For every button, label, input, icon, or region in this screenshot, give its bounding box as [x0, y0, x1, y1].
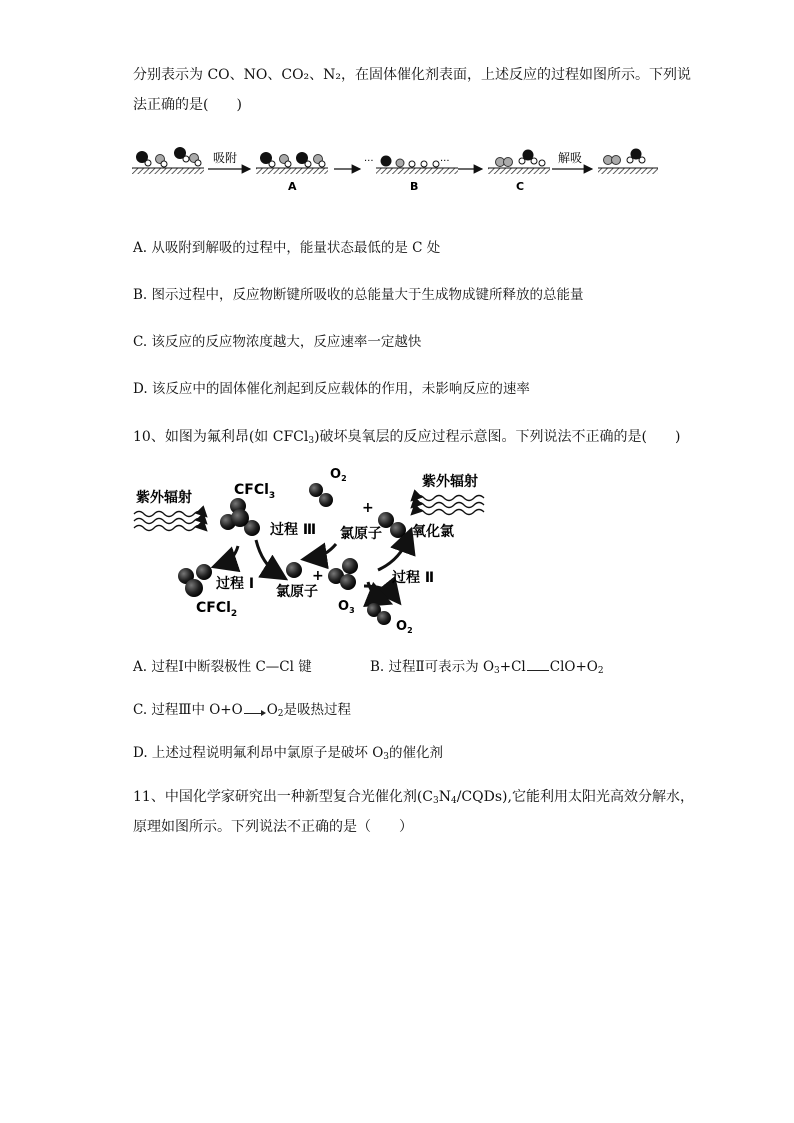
q10-option-c-post: 是吸热过程 — [283, 702, 351, 718]
uv-wave-left-icon — [134, 512, 204, 531]
q10-option-b-mid: +Cl — [499, 659, 526, 675]
dots-right: ··· — [440, 156, 450, 167]
chlorine-oxide-label: 氧化氯 — [412, 524, 454, 540]
molecules-initial — [136, 147, 201, 167]
q9-option-a: A. 从吸附到解吸的过程中，能量状态最低的是 C 处 — [133, 240, 441, 256]
cfcl3-molecule — [220, 498, 260, 536]
o3-molecule — [328, 558, 358, 590]
surface-a — [256, 168, 328, 174]
q10-option-c-pre: C. 过程Ⅲ中 O+O — [133, 702, 243, 718]
surface-final — [598, 168, 658, 174]
q10-option-d-pre: D. 上述过程说明氟利昂中氯原子是破坏 O — [133, 745, 384, 761]
stage-a-label: A — [288, 180, 297, 193]
uv-left-label: 紫外辐射 — [136, 490, 192, 506]
cl-atom-center — [286, 562, 302, 578]
molecules-c — [496, 150, 546, 167]
q9-intro-line1: 分别表示为 CO、NO、CO₂、N₂，在固体催化剂表面，上述反应的过程如图所示。下列说 — [133, 67, 692, 83]
atoms-b — [381, 156, 440, 168]
q10-option-b-pre: B. 过程Ⅱ可表示为 O — [370, 659, 495, 675]
o2-bottom-label: $O_2$ — [396, 619, 413, 635]
q9-option-c: C. 该反应的反应物浓度越大，反应速率一定越快 — [133, 334, 422, 350]
reaction-blank — [527, 660, 549, 671]
q10-stem-sub: 3 — [308, 436, 315, 446]
q11-line1-sub1: 3 — [433, 796, 439, 806]
cl-atom-bottom-label: 氯原子 — [276, 584, 318, 600]
surface-c — [488, 168, 550, 174]
q11-line2: 原理如图所示。下列说法不正确的是（ ） — [133, 819, 413, 835]
cl-atom-top-label: 氯原子 — [340, 526, 382, 542]
reaction-arrow-icon — [244, 704, 266, 714]
q10-option-c — [133, 701, 351, 723]
process-3-label: 过程 Ⅲ — [270, 522, 317, 538]
q11-line1-sub2: 4 — [450, 796, 457, 806]
process-1-label: 过程 Ⅰ — [216, 576, 255, 592]
q10-option-b — [370, 658, 604, 680]
o2-top-label: $O_2$ — [330, 467, 347, 483]
q10-stem-pre: 10、如图为氟利昂(如 CFCl — [133, 429, 309, 445]
o2-top-molecule — [309, 483, 333, 507]
ozone-destruction-diagram — [130, 462, 490, 638]
q10-option-a: A. 过程Ⅰ中断裂极性 C—Cl 键 — [133, 659, 312, 675]
adsorb-label: 吸附 — [213, 151, 238, 165]
surface-initial — [132, 168, 204, 174]
desorb-label: 解吸 — [558, 151, 583, 165]
q10-stem-post: )破坏臭氧层的反应过程示意图。下列说法不正确的是( ) — [314, 429, 681, 445]
catalysis-process-diagram — [128, 138, 668, 200]
q10-option-d-sub: 3 — [383, 752, 390, 762]
q10-stem — [133, 428, 680, 450]
q10-option-b-sub2: 2 — [597, 666, 604, 676]
uv-right-label: 紫外辐射 — [422, 474, 478, 490]
plus-center: + — [312, 568, 324, 584]
q10-option-b-post: ClO+O — [549, 659, 598, 675]
plus-top: + — [362, 500, 374, 516]
q11-line1-mid: N — [438, 789, 451, 805]
process-2-label: 过程 Ⅱ — [392, 570, 435, 586]
o3-label: $O_3$ — [338, 599, 355, 615]
cfcl2-molecule — [178, 564, 212, 597]
q10-option-c-sub: 2 — [277, 709, 284, 719]
q10-option-d-post: 的催化剂 — [389, 745, 444, 761]
molecules-a — [260, 152, 325, 167]
surface-b — [376, 168, 458, 174]
q10-option-d — [133, 744, 443, 766]
q11-line1-post: /CQDs),它能利用太阳光高效分解水， — [456, 789, 694, 805]
dots-left: ··· — [364, 156, 374, 167]
o2-bottom-molecule — [367, 603, 391, 625]
q10-option-b-sub1: 3 — [494, 666, 500, 676]
cfcl2-label: CFCl$_2$ — [196, 600, 238, 619]
q11-line1-pre: 11、中国化学家研究出一种新型复合光催化剂(C — [133, 789, 433, 805]
cfcl3-label: CFCl$_3$ — [234, 482, 276, 501]
q9-option-b: B. 图示过程中，反应物断键所吸收的总能量大于生成物成键所释放的总能量 — [133, 287, 584, 303]
stage-c-label: C — [516, 180, 525, 193]
q10-option-c-mid: O — [266, 702, 278, 718]
q9-intro-line2: 法正确的是( ) — [133, 97, 242, 113]
uv-wave-right-icon — [414, 496, 484, 515]
q9-option-d: D. 该反应中的固体催化剂起到反应载体的作用，未影响反应的速率 — [133, 381, 530, 397]
molecules-final — [604, 149, 646, 165]
stage-b-label: B — [410, 180, 419, 193]
clo-molecule — [378, 512, 406, 538]
q11-line1 — [133, 788, 694, 810]
